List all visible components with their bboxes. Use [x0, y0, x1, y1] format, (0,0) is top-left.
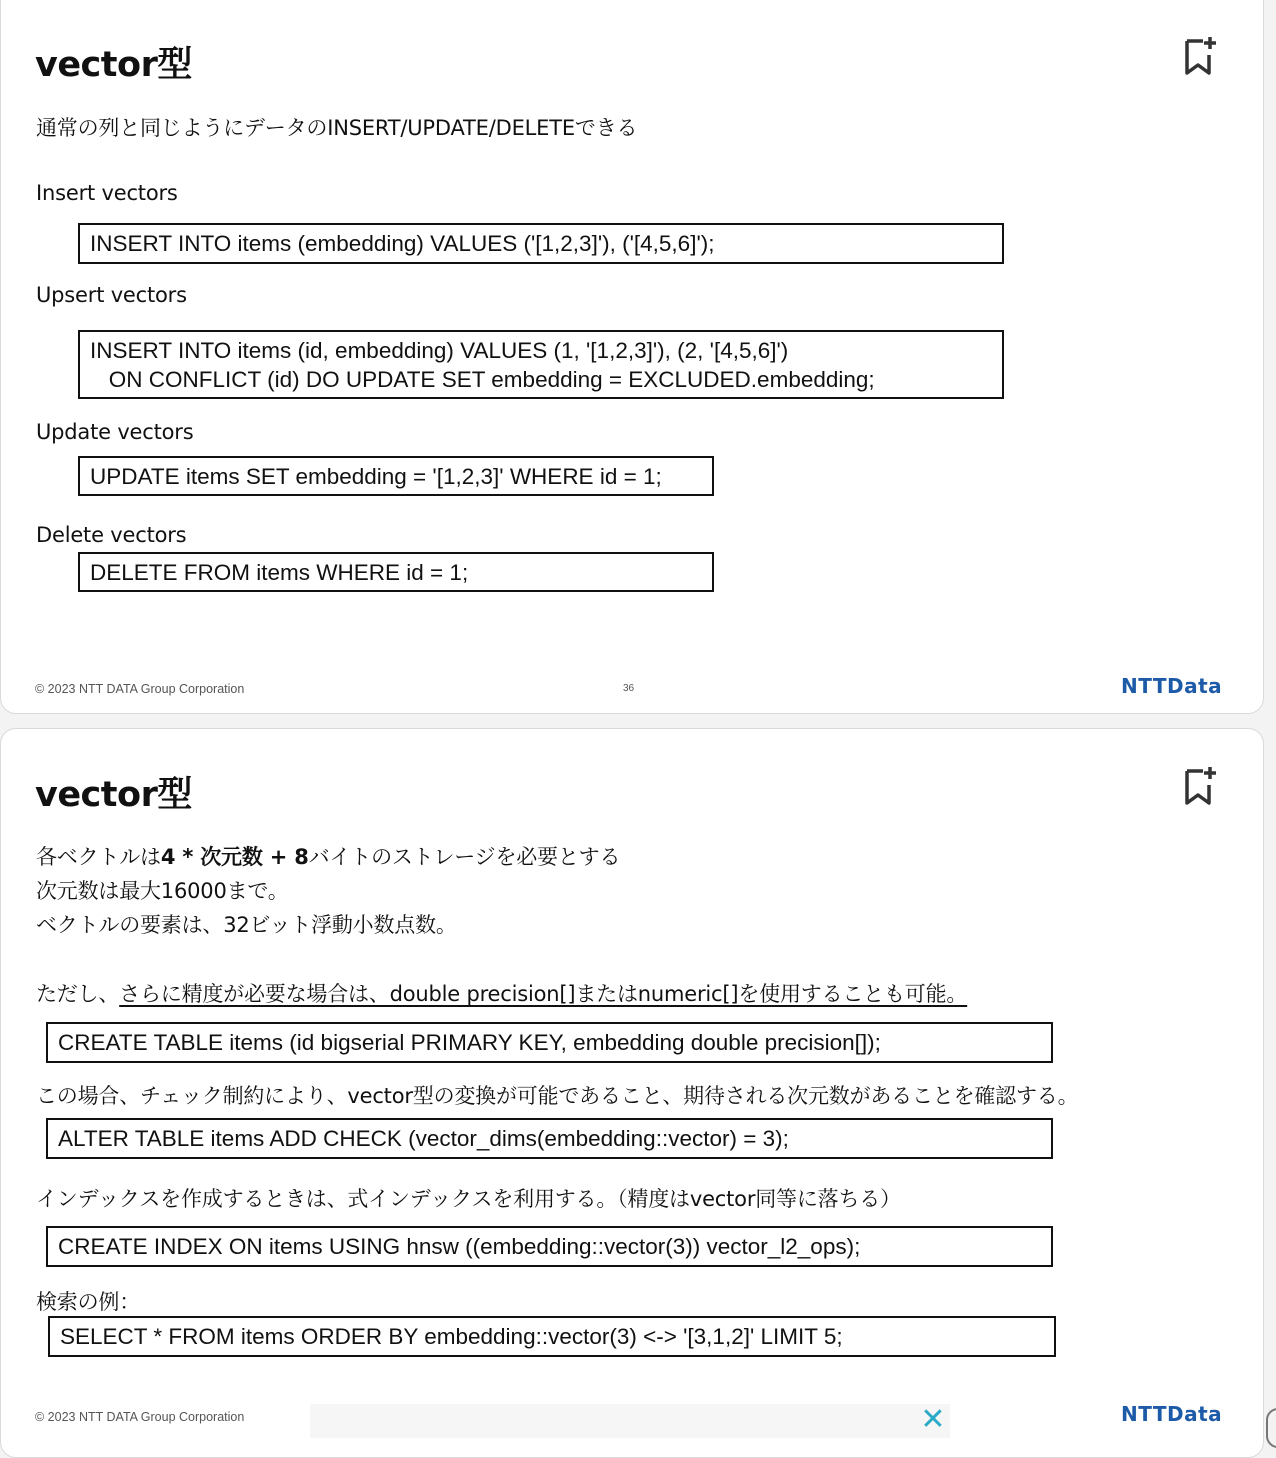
- upsert-code-box: INSERT INTO items (id, embedding) VALUES (1, '[1,2,3]'), (2, '[4,5,6]') ON CONFLICT (id) DO UPDATE SET embedding = EXCLUDED.embedding;: [78, 330, 1004, 399]
- close-icon[interactable]: ✕: [920, 1402, 946, 1437]
- slide-subtitle: 通常の列と同じようにデータのINSERT/UPDATE/DELETEできる: [36, 116, 638, 140]
- delete-heading: Delete vectors: [36, 523, 187, 547]
- update-heading: Update vectors: [36, 420, 194, 444]
- ad-banner: [310, 1404, 950, 1438]
- bookmark-add-icon[interactable]: [1181, 765, 1217, 809]
- precision-line: [36, 978, 967, 1008]
- search-example-label: 検索の例：: [36, 1290, 140, 1314]
- storage-line-post: バイトのストレージを必要とする: [308, 845, 621, 869]
- storage-line-pre: 各ベクトルは: [36, 845, 161, 869]
- precision-line-underlined: さらに精度が必要な場合は、double precision[]またはnumeric[]を使用することも可能。: [119, 982, 968, 1006]
- copyright: © 2023 NTT DATA Group Corporation: [35, 1410, 245, 1424]
- storage-line: [36, 841, 620, 871]
- ntt-data-logo: NTTData: [1121, 674, 1223, 698]
- storage-formula: 4 * 次元数 + 8: [160, 845, 309, 869]
- ntt-data-logo: NTTData: [1121, 1402, 1223, 1426]
- alter-table-code-box: ALTER TABLE items ADD CHECK (vector_dims(embedding::vector) = 3);: [46, 1118, 1053, 1159]
- bookmark-add-icon[interactable]: [1181, 35, 1217, 79]
- select-code-box: SELECT * FROM items ORDER BY embedding::vector(3) <-> '[3,1,2]' LIMIT 5;: [48, 1316, 1056, 1357]
- upsert-heading: Upsert vectors: [36, 283, 187, 307]
- create-table-code-box: CREATE TABLE items (id bigserial PRIMARY KEY, embedding double precision[]);: [46, 1022, 1053, 1063]
- expression-index-line: インデックスを作成するときは、式インデックスを利用する。（精度はvector同等に落ちる）: [36, 1187, 901, 1211]
- insert-code-box: INSERT INTO items (embedding) VALUES ('[1,2,3]'), ('[4,5,6]');: [78, 223, 1004, 264]
- precision-line-pre: ただし、: [36, 982, 120, 1006]
- update-code-box: UPDATE items SET embedding = '[1,2,3]' WHERE id = 1;: [78, 456, 714, 496]
- copyright: © 2023 NTT DATA Group Corporation: [35, 682, 245, 696]
- create-index-code-box: CREATE INDEX ON items USING hnsw ((embedding::vector(3)) vector_l2_ops);: [46, 1226, 1053, 1267]
- slide-36: [0, 0, 1264, 714]
- delete-code-box: DELETE FROM items WHERE id = 1;: [78, 552, 714, 592]
- slide-title: vector型: [35, 775, 192, 815]
- check-constraint-line: この場合、チェック制約により、vector型の変換が可能であること、期待される次元数があることを確認する。: [36, 1084, 1079, 1108]
- page-number: 36: [623, 683, 635, 694]
- insert-heading: Insert vectors: [36, 181, 178, 205]
- element-line: ベクトルの要素は、32ビット浮動小数点数。: [36, 913, 457, 937]
- slide-37: [0, 728, 1264, 1458]
- scroll-indicator[interactable]: [1266, 1408, 1276, 1448]
- slide-title: vector型: [35, 45, 192, 85]
- dimension-line: 次元数は最大16000まで。: [36, 879, 289, 903]
